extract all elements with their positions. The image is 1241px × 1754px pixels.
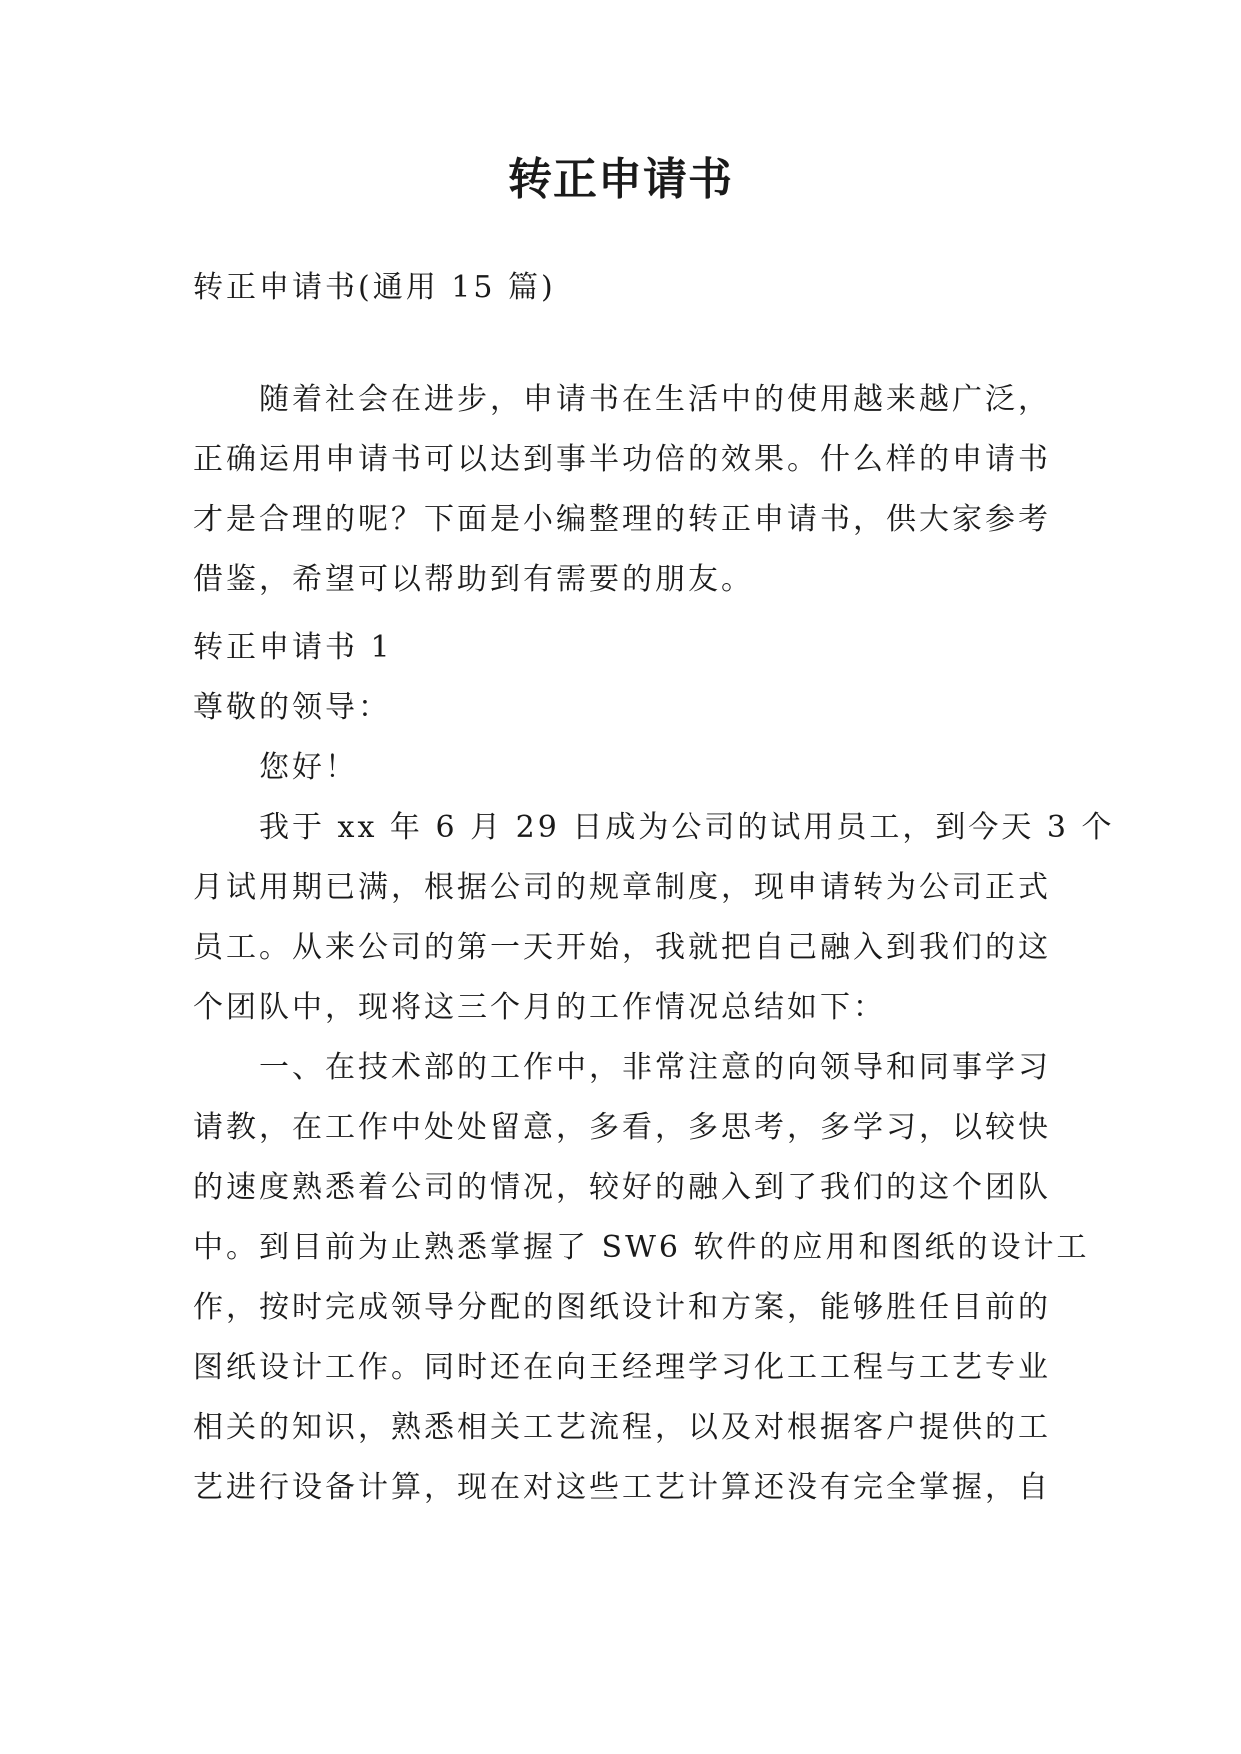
greeting: 您好！	[259, 750, 358, 785]
letter-body	[193, 618, 1115, 1518]
para2-line: 请教，在工作中处处留意，多看，多思考，多学习，以较快	[193, 1110, 1051, 1145]
para1-line: 员工。从来公司的第一天开始，我就把自己融入到我们的这	[193, 930, 1051, 965]
subtitle-line: 转正申请书(通用 15 篇)	[193, 270, 556, 305]
intro-paragraph	[193, 370, 1053, 610]
section-heading: 转正申请书 1	[193, 630, 393, 665]
para2-line: 艺进行设备计算，现在对这些工艺计算还没有完全掌握，自	[193, 1470, 1051, 1505]
para2-line: 中。到目前为止熟悉掌握了 SW6 软件的应用和图纸的设计工	[193, 1230, 1090, 1265]
intro-line: 借鉴，希望可以帮助到有需要的朋友。	[193, 562, 754, 597]
intro-line: 随着社会在进步，申请书在生活中的使用越来越广泛，	[259, 382, 1051, 417]
document-subtitle	[193, 258, 1053, 318]
para2-line: 一、在技术部的工作中，非常注意的向领导和同事学习	[259, 1050, 1051, 1085]
intro-line: 才是合理的呢？下面是小编整理的转正申请书，供大家参考	[193, 502, 1051, 537]
intro-line: 正确运用申请书可以达到事半功倍的效果。什么样的申请书	[193, 442, 1051, 477]
salutation: 尊敬的领导：	[193, 690, 391, 725]
para2-line: 相关的知识，熟悉相关工艺流程，以及对根据客户提供的工	[193, 1410, 1051, 1445]
para1-line: 个团队中，现将这三个月的工作情况总结如下：	[193, 990, 886, 1025]
para1-line: 我于 xx 年 6 月 29 日成为公司的试用员工，到今天 3 个	[259, 810, 1115, 845]
para1-line: 月试用期已满，根据公司的规章制度，现申请转为公司正式	[193, 870, 1051, 905]
para2-line: 图纸设计工作。同时还在向王经理学习化工工程与工艺专业	[193, 1350, 1051, 1385]
para2-line: 作，按时完成领导分配的图纸设计和方案，能够胜任目前的	[193, 1290, 1051, 1325]
para2-line: 的速度熟悉着公司的情况，较好的融入到了我们的这个团队	[193, 1170, 1051, 1205]
document-title: 转正申请书	[508, 154, 733, 205]
